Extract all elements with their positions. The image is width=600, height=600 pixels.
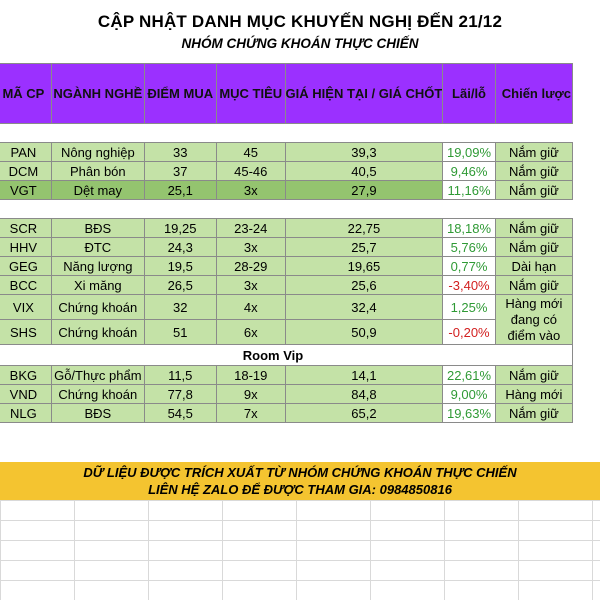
- stock-code: SCR: [0, 219, 52, 238]
- room-vip-row: [0, 345, 573, 366]
- stock-code: GEG: [0, 257, 52, 276]
- stock-code: DCM: [0, 162, 52, 181]
- sector: Nông nghiệp: [52, 143, 144, 162]
- buy-price: 32: [144, 295, 216, 320]
- target: 4x: [216, 295, 285, 320]
- sector: Chứng khoán: [52, 320, 144, 345]
- current-price: 39,3: [285, 143, 443, 162]
- col-gia-hien-tai: GIÁ HIỆN TẠI / GIÁ CHỐT: [285, 64, 443, 124]
- sector: BĐS: [52, 404, 144, 423]
- target: 3x: [216, 276, 285, 295]
- room-vip-label: Room Vip: [0, 345, 573, 366]
- current-price: 27,9: [285, 181, 443, 200]
- profit-loss: -0,20%: [443, 320, 495, 345]
- current-price: 25,7: [285, 238, 443, 257]
- table-row[interactable]: [0, 366, 573, 385]
- recommendation-table: [0, 63, 573, 423]
- profit-loss: 19,09%: [443, 143, 495, 162]
- col-chien-luoc: Chiến lược: [495, 64, 572, 124]
- strategy: Nắm giữ: [495, 404, 572, 423]
- sector: Gỗ/Thực phẩm: [52, 366, 144, 385]
- sector: Dệt may: [52, 181, 144, 200]
- table-row[interactable]: [0, 143, 573, 162]
- current-price: 84,8: [285, 385, 443, 404]
- sheet-title: CẬP NHẬT DANH MỤC KHUYẾN NGHỊ ĐẾN 21/12: [97, 12, 503, 31]
- strategy: Hàng mới: [495, 385, 572, 404]
- footer-banner: [0, 462, 600, 500]
- target: 3x: [216, 181, 285, 200]
- target: 23-24: [216, 219, 285, 238]
- footer-line-2: LIÊN HỆ ZALO ĐỂ ĐƯỢC THAM GIA: 0984850816: [148, 482, 452, 497]
- sector: Chứng khoán: [52, 295, 144, 320]
- sector: Xi măng: [52, 276, 144, 295]
- buy-price: 26,5: [144, 276, 216, 295]
- stock-code: PAN: [0, 143, 52, 162]
- profit-loss: 18,18%: [443, 219, 495, 238]
- table-row[interactable]: [0, 320, 573, 345]
- target: 9x: [216, 385, 285, 404]
- sector: ĐTC: [52, 238, 144, 257]
- table-row[interactable]: [0, 276, 573, 295]
- sheet-subtitle: NHÓM CHỨNG KHOÁN THỰC CHIẾN: [181, 36, 419, 51]
- profit-loss: 22,61%: [443, 366, 495, 385]
- table-row[interactable]: [0, 257, 573, 276]
- spacer-row: [0, 200, 573, 219]
- table-row[interactable]: [0, 219, 573, 238]
- col-muc-tieu: MỤC TIÊU: [216, 64, 285, 124]
- strategy: Dài hạn: [495, 257, 572, 276]
- current-price: 25,6: [285, 276, 443, 295]
- target: 7x: [216, 404, 285, 423]
- stock-code: SHS: [0, 320, 52, 345]
- stock-code: VND: [0, 385, 52, 404]
- stock-code: VGT: [0, 181, 52, 200]
- buy-price: 11,5: [144, 366, 216, 385]
- stock-code: NLG: [0, 404, 52, 423]
- stock-code: HHV: [0, 238, 52, 257]
- buy-price: 51: [144, 320, 216, 345]
- strategy: Nắm giữ: [495, 181, 572, 200]
- strategy: Nắm giữ: [495, 162, 572, 181]
- target: 45: [216, 143, 285, 162]
- strategy-merged: Hàng mới đang có điểm vào: [495, 295, 572, 345]
- current-price: 14,1: [285, 366, 443, 385]
- strategy: Nắm giữ: [495, 366, 572, 385]
- stock-code: BKG: [0, 366, 52, 385]
- table-row[interactable]: [0, 238, 573, 257]
- buy-price: 54,5: [144, 404, 216, 423]
- stock-code: BCC: [0, 276, 52, 295]
- buy-price: 19,5: [144, 257, 216, 276]
- sector: BĐS: [52, 219, 144, 238]
- buy-price: 33: [144, 143, 216, 162]
- sector: Năng lượng: [52, 257, 144, 276]
- table-row[interactable]: [0, 385, 573, 404]
- table-row-selected[interactable]: [0, 181, 573, 200]
- profit-loss: 0,77%: [443, 257, 495, 276]
- target: 6x: [216, 320, 285, 345]
- target: 3x: [216, 238, 285, 257]
- profit-loss: 1,25%: [443, 295, 495, 320]
- target: 28-29: [216, 257, 285, 276]
- profit-loss: 19,63%: [443, 404, 495, 423]
- target: 18-19: [216, 366, 285, 385]
- strategy: Nắm giữ: [495, 219, 572, 238]
- footer-line-1: DỮ LIỆU ĐƯỢC TRÍCH XUẤT TỪ NHÓM CHỨNG KHOÁN THỰC CHIẾN: [83, 465, 517, 480]
- buy-price: 19,25: [144, 219, 216, 238]
- sector: Chứng khoán: [52, 385, 144, 404]
- col-nganh-nghe: NGÀNH NGHỀ: [52, 64, 144, 124]
- target: 45-46: [216, 162, 285, 181]
- table-row[interactable]: [0, 295, 573, 320]
- strategy: Nắm giữ: [495, 276, 572, 295]
- empty-sheet-cells: [0, 500, 600, 600]
- stock-code: VIX: [0, 295, 52, 320]
- table-row[interactable]: [0, 404, 573, 423]
- col-diem-mua: ĐIỂM MUA: [144, 64, 216, 124]
- current-price: 50,9: [285, 320, 443, 345]
- current-price: 40,5: [285, 162, 443, 181]
- profit-loss: 11,16%: [443, 181, 495, 200]
- buy-price: 24,3: [144, 238, 216, 257]
- profit-loss: 9,46%: [443, 162, 495, 181]
- profit-loss: 9,00%: [443, 385, 495, 404]
- profit-loss: -3,40%: [443, 276, 495, 295]
- strategy: Nắm giữ: [495, 143, 572, 162]
- header-row: [0, 64, 573, 124]
- table-row[interactable]: [0, 162, 573, 181]
- profit-loss: 5,76%: [443, 238, 495, 257]
- col-ma-cp: MÃ CP: [0, 64, 52, 124]
- buy-price: 25,1: [144, 181, 216, 200]
- strategy: Nắm giữ: [495, 238, 572, 257]
- buy-price: 37: [144, 162, 216, 181]
- buy-price: 77,8: [144, 385, 216, 404]
- current-price: 65,2: [285, 404, 443, 423]
- col-lai-lo: Lãi/lỗ: [443, 64, 495, 124]
- spacer-row: [0, 124, 573, 143]
- current-price: 22,75: [285, 219, 443, 238]
- current-price: 32,4: [285, 295, 443, 320]
- sector: Phân bón: [52, 162, 144, 181]
- current-price: 19,65: [285, 257, 443, 276]
